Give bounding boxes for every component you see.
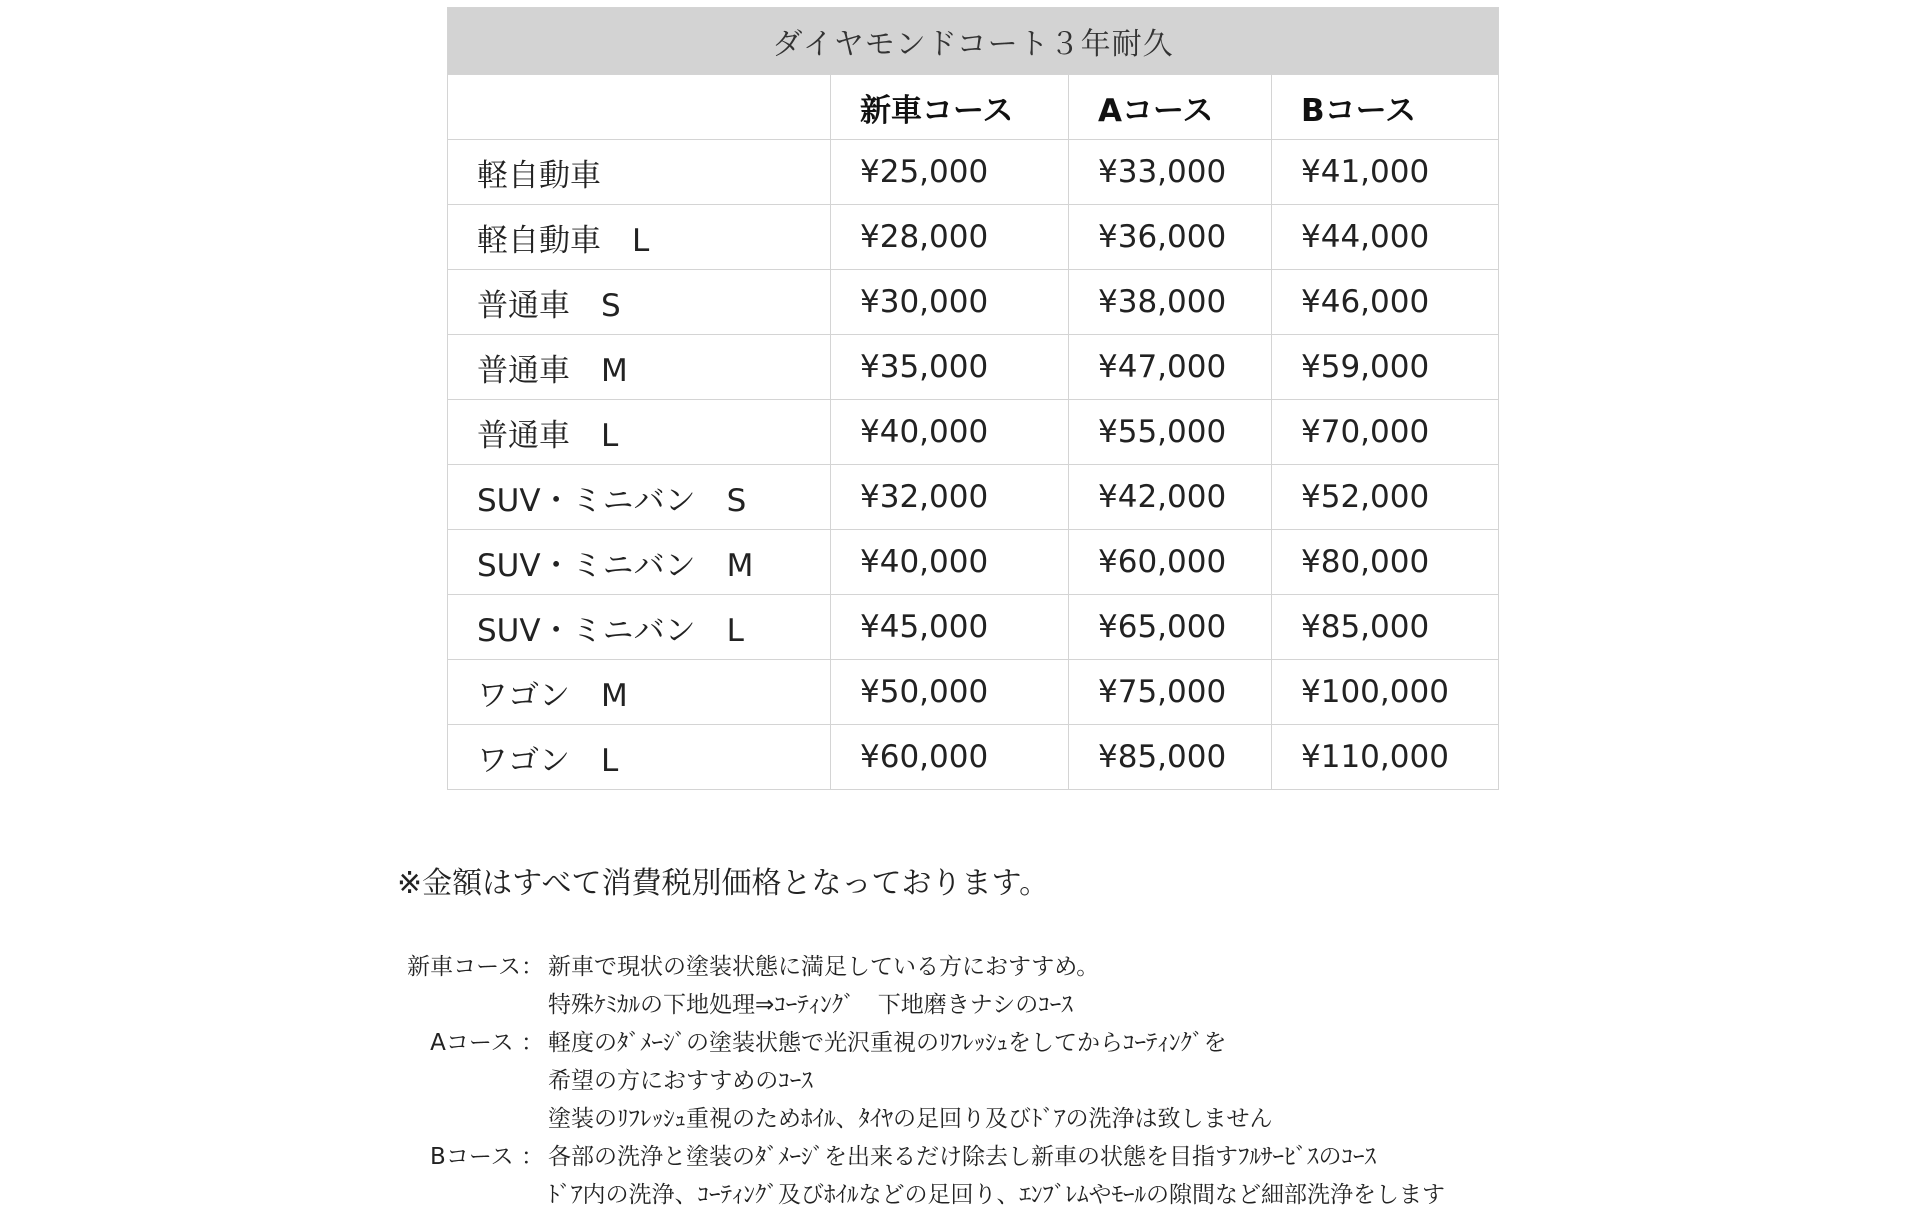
price-cell: ¥55,000 — [1069, 400, 1272, 465]
price-cell: ¥110,000 — [1272, 725, 1499, 790]
note-text: 特殊ｹﾐｶﾙの下地処理⇒ｺｰﾃｨﾝｸﾞ 下地磨きナシのｺｰｽ — [548, 992, 1073, 1018]
table-row — [448, 595, 1499, 660]
vehicle-type-cell: 軽自動車 — [448, 140, 831, 205]
note-text: 各部の洗浄と塗装のﾀﾞﾒｰｼﾞを出来るだけ除去し新車の状態を目指すﾌﾙｻｰﾋﾞｽのｺｰｽ — [548, 1144, 1376, 1170]
price-cell: ¥85,000 — [1272, 595, 1499, 660]
tax-note: ※金額はすべて消費税別価格となっております。 — [397, 866, 1050, 901]
price-cell: ¥44,000 — [1272, 205, 1499, 270]
note-label — [397, 1100, 544, 1138]
note-text: 新車で現状の塗装状態に満足している方におすすめ。 — [548, 954, 1100, 980]
price-cell: ¥40,000 — [831, 400, 1069, 465]
column-header-blank — [448, 75, 831, 140]
price-cell: ¥47,000 — [1069, 335, 1272, 400]
price-cell: ¥33,000 — [1069, 140, 1272, 205]
price-cell: ¥50,000 — [831, 660, 1069, 725]
price-cell: ¥28,000 — [831, 205, 1069, 270]
price-cell: ¥41,000 — [1272, 140, 1499, 205]
vehicle-type-cell: 普通車 M — [448, 335, 831, 400]
note-line — [397, 1062, 1445, 1100]
table-row — [448, 270, 1499, 335]
price-cell: ¥60,000 — [831, 725, 1069, 790]
vehicle-type-cell: 軽自動車 L — [448, 205, 831, 270]
note-label-b-course: Bコース ： — [430, 1144, 544, 1170]
vehicle-type-cell: SUV・ミニバン L — [448, 595, 831, 660]
course-notes — [397, 948, 1445, 1214]
price-cell: ¥38,000 — [1069, 270, 1272, 335]
column-header-new-car-course: 新車コース — [831, 75, 1069, 140]
note-label-new-car-course: 新車コース： — [407, 954, 544, 980]
price-cell: ¥46,000 — [1272, 270, 1499, 335]
vehicle-type-cell: SUV・ミニバン S — [448, 465, 831, 530]
note-text: 塗装のﾘﾌﾚｯｼｭ重視のためﾎｲﾙ、ﾀｲﾔの足回り及びﾄﾞｱの洗浄は致しません — [548, 1106, 1273, 1132]
note-line — [397, 1138, 1445, 1176]
note-label — [397, 1176, 544, 1214]
vehicle-type-cell: 普通車 L — [448, 400, 831, 465]
note-text: 希望の方におすすめのｺｰｽ — [548, 1068, 813, 1094]
price-cell: ¥100,000 — [1272, 660, 1499, 725]
price-cell: ¥80,000 — [1272, 530, 1499, 595]
note-line — [397, 1176, 1445, 1214]
note-label-a-course: Aコース ： — [430, 1030, 544, 1056]
table-row — [448, 205, 1499, 270]
price-cell: ¥40,000 — [831, 530, 1069, 595]
note-line — [397, 1024, 1445, 1062]
price-cell: ¥59,000 — [1272, 335, 1499, 400]
table-row — [448, 335, 1499, 400]
price-cell: ¥25,000 — [831, 140, 1069, 205]
price-cell: ¥36,000 — [1069, 205, 1272, 270]
column-header-a-course: Aコース — [1069, 75, 1272, 140]
table-row — [448, 660, 1499, 725]
vehicle-type-cell: ワゴン L — [448, 725, 831, 790]
price-table — [447, 7, 1499, 790]
note-text: ﾄﾞｱ内の洗浄、ｺｰﾃｨﾝｸﾞ及びﾎｲﾙなどの足回り、ｴﾝﾌﾞﾚﾑやﾓｰﾙの隙間など細部洗浄をします — [548, 1182, 1445, 1208]
vehicle-type-cell: 普通車 S — [448, 270, 831, 335]
table-header-row — [448, 75, 1499, 140]
table-row — [448, 725, 1499, 790]
price-cell: ¥70,000 — [1272, 400, 1499, 465]
price-cell: ¥32,000 — [831, 465, 1069, 530]
table-row — [448, 140, 1499, 205]
vehicle-type-cell: SUV・ミニバン M — [448, 530, 831, 595]
table-row — [448, 465, 1499, 530]
table-title: ダイヤモンドコート３年耐久 — [448, 8, 1499, 75]
table-row — [448, 530, 1499, 595]
price-cell: ¥60,000 — [1069, 530, 1272, 595]
note-label — [397, 1062, 544, 1100]
price-cell: ¥35,000 — [831, 335, 1069, 400]
price-cell: ¥42,000 — [1069, 465, 1272, 530]
column-header-b-course: Bコース — [1272, 75, 1499, 140]
price-cell: ¥45,000 — [831, 595, 1069, 660]
note-text: 軽度のﾀﾞﾒｰｼﾞの塗装状態で光沢重視のﾘﾌﾚｯｼｭをしてからｺｰﾃｨﾝｸﾞを — [548, 1030, 1227, 1056]
price-cell: ¥75,000 — [1069, 660, 1272, 725]
note-label — [397, 986, 544, 1024]
table-row — [448, 400, 1499, 465]
vehicle-type-cell: ワゴン M — [448, 660, 831, 725]
table-title-row — [448, 8, 1499, 75]
note-line — [397, 948, 1445, 986]
note-line — [397, 1100, 1445, 1138]
price-cell: ¥52,000 — [1272, 465, 1499, 530]
price-cell: ¥30,000 — [831, 270, 1069, 335]
price-cell: ¥85,000 — [1069, 725, 1272, 790]
price-cell: ¥65,000 — [1069, 595, 1272, 660]
note-line — [397, 986, 1445, 1024]
